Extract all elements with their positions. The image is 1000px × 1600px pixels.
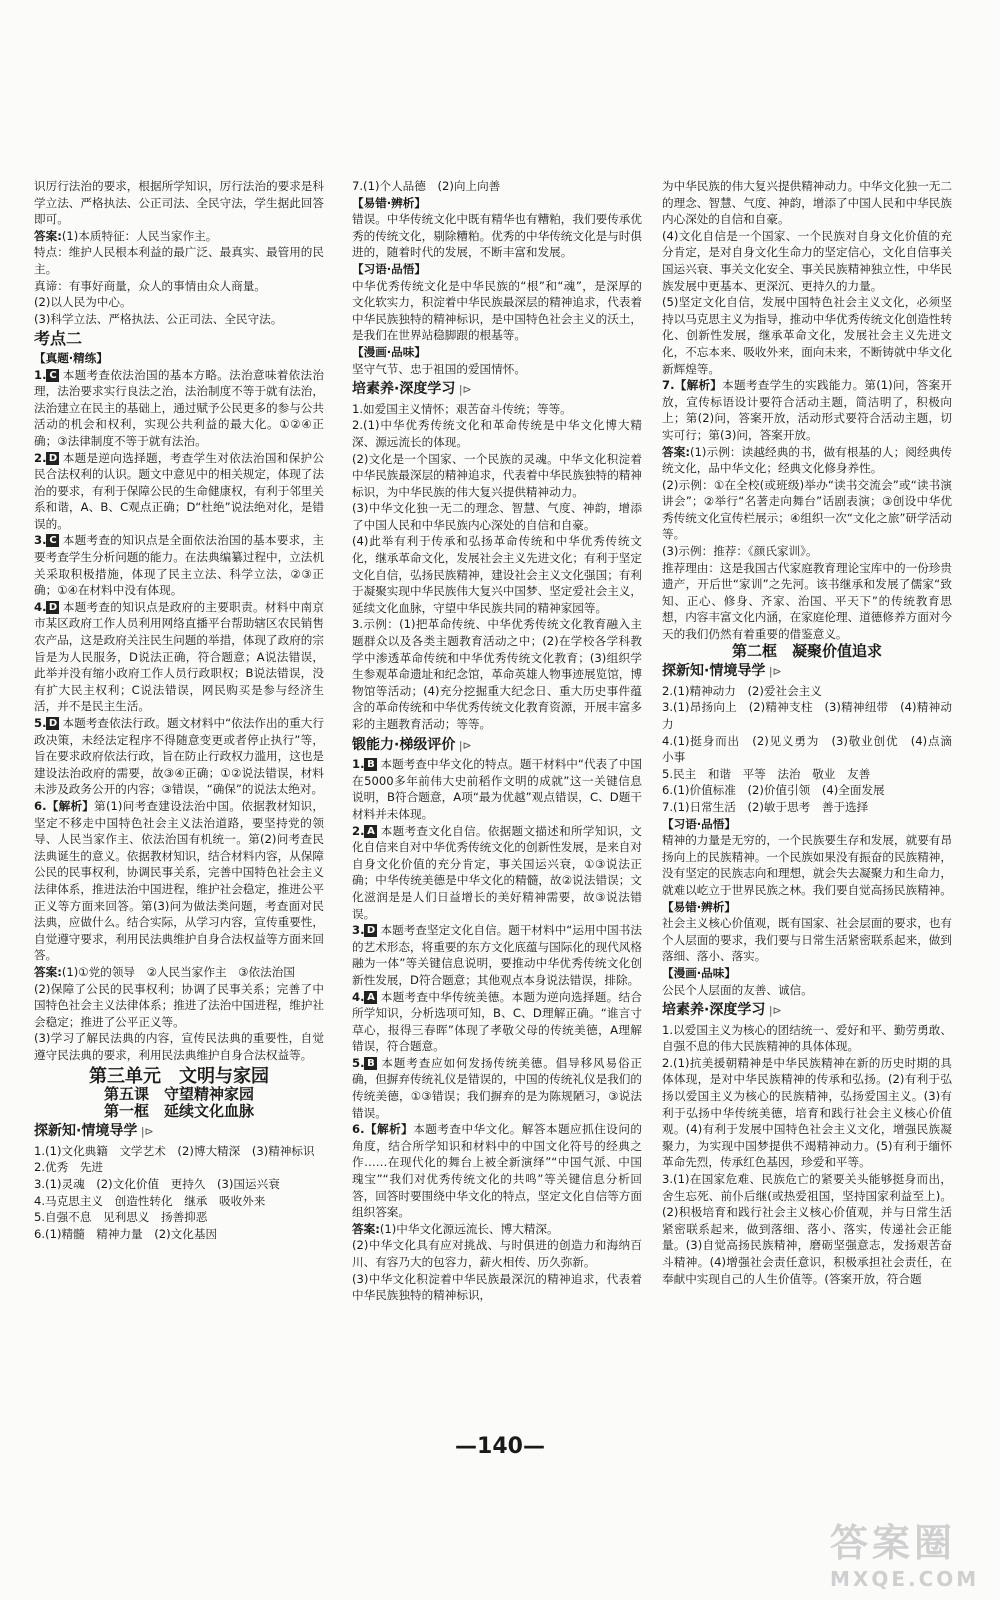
- question-number: 1.: [34, 367, 47, 382]
- label-tag: 【解析】: [46, 798, 95, 813]
- question-number: 5.: [352, 1055, 365, 1070]
- paragraph-text: 坚守气节、忠于祖国的爱国情怀。: [352, 361, 526, 376]
- text-paragraph: [352, 278, 642, 344]
- paragraph-text: 第(1)问考查建设法治中国。依据教材知识，坚定不移走中国特色社会主义法治道路，要坚持党的领导、人民当家作主、依法治国有机统一。第(2)问考查民法典诞生的意义。依据教材知识，结合材料内容，从保障公民的民事权利，协调民事关系，完善中国特色社会主义法律体系，推进法治中国进程，维护社会稳定，推进公平正义等方面来回答。第(3)问为做法类问题，考查面对民法典，应做什么。结合实际，从学习内容，宣传重要性，自觉遵守要求，利用民法典维护自身合法权益等方面来回答。: [34, 798, 324, 963]
- text-paragraph: [352, 211, 642, 261]
- paragraph-text: 本题考查的知识点是全面依法治国的基本要求，主要考查学生分析问题的能力。在法典编纂过程中，立法机关采取积极措施，体现了民主立法、科学立法，②③正确；①④在材料中没有体现。: [34, 533, 324, 598]
- text-paragraph: [34, 1159, 324, 1176]
- text-paragraph: [662, 699, 952, 732]
- paragraph-text: 特点：维护人民根本利益的最广泛、最真实、最管用的民主。: [34, 245, 324, 276]
- paragraph-text: 错误。中华传统文化中既有精华也有糟粕，我们要传承优秀的传统文化，剔除糟粕。优秀的中华传统文化是与时俱进的，随着时代的发展，不断丰富和发展。: [352, 212, 642, 260]
- paragraph-text: (3)中华文化独一无二的理念、智慧、气度、神韵，增添了中国人民和中华民族内心深处的自信和自豪。: [352, 501, 642, 532]
- text-paragraph: [34, 311, 324, 328]
- subsection-label: 探新知·情境导学: [34, 1123, 138, 1140]
- subsection-heading: [352, 381, 642, 399]
- paragraph-text: 社会主义核心价值观，既有国家、社会层面的要求，也有个人层面的要求，我们要与日常生活紧密联系起来，做到落细、落小、落实。: [662, 916, 952, 964]
- watermark-logo: [830, 1512, 980, 1591]
- label-tag: 【解析】: [674, 378, 723, 393]
- text-paragraph: [662, 1022, 952, 1055]
- paragraph-text: (2)示例：①在全校(或班级)举办“读书交流会”或“读书演讲会”；②举行“名著走向舞台”话剧表演；③创设中华优秀传统文化宣传栏展示；④组织一次“文化之旅”研学活动等。: [662, 477, 952, 542]
- label-tag: 【习语·品悟】: [662, 816, 736, 831]
- answer-badge: D: [46, 601, 59, 614]
- paragraph-text: 为中华民族的伟大复兴提供精神动力。中华文化独一无二的理念、智慧、气度、神韵，增添了中国人民和中华民族内心深处的自信和自豪。: [662, 179, 952, 227]
- paragraph-text: 推荐理由：这是我国古代家庭教育理论宝库中的一份珍贵遗产，开后世“家训”之先河。该书继承和发展了儒家“致知、正心、修身、齐家、治国、平天下”的传统教育思想，内容丰富文化内涵，在家庭伦理、道德修养方面对今天的我们仍然有着重要的借鉴意义。: [662, 560, 952, 642]
- text-paragraph: [352, 500, 642, 533]
- text-paragraph: [662, 733, 964, 766]
- paragraph-text: 3.(1)灵魂 (2)文化价值 更持久 (3)国运兴衰: [34, 1177, 280, 1192]
- text-paragraph: [352, 344, 642, 361]
- paragraph-text: 精神的力量是无穷的，一个民族要生存和发展，就要有昂扬向上的民族精神。一个民族如果没有振奋的民族精神，没有坚定的民族志向和理想，就会失去凝聚力和生命力，就难以屹立于世界民族之林。我们要自觉高扬民族精神。: [662, 833, 952, 897]
- text-paragraph: [352, 178, 642, 195]
- label-tag: 【解析】: [364, 1122, 414, 1137]
- text-paragraph: [34, 450, 324, 533]
- column-right: [662, 178, 964, 1287]
- paragraph-text: 1.如爱国主义情怀；艰苦奋斗传统；等等。: [352, 401, 572, 416]
- paragraph-text: 3.(1)昂扬向上 (2)精神支柱 (3)精神纽带 (4)精神动力: [662, 700, 952, 731]
- label-tag: 【习语·品悟】: [352, 261, 426, 276]
- question-number: 2.: [352, 823, 365, 838]
- watermark-url: MXQE.COM: [830, 1567, 980, 1591]
- text-paragraph: [662, 832, 952, 898]
- paragraph-text: 5.自强不息 见利思义 扬善抑恶: [34, 1210, 208, 1225]
- text-paragraph: [662, 915, 952, 965]
- text-paragraph: [352, 417, 642, 450]
- question-number: 2.: [34, 450, 47, 465]
- question-number: 5.: [34, 716, 47, 730]
- question-number: 3.: [352, 923, 365, 938]
- text-paragraph: [34, 350, 324, 367]
- paragraph-text: 5.民主 和谐 平等 法治 敬业 友善: [662, 766, 871, 781]
- subsection-heading: [662, 663, 952, 681]
- arrow-icon: |⊳: [765, 1004, 782, 1018]
- question-number: 6.: [34, 798, 47, 813]
- paragraph-text: 1.以爱国主义为核心的团结统一、爱好和平、勤劳勇敢、自强不息的伟大民族精神的具体体现。: [662, 1022, 952, 1054]
- text-paragraph: [662, 228, 952, 294]
- subsection-label: 锻能力·梯级评价: [352, 736, 456, 753]
- text-paragraph: [34, 367, 324, 450]
- paragraph-text: 3.(1)在国家危难、民族危亡的紧要关头能够挺身而出，舍生忘死、前仆后继(或热爱祖国，坚持国家利益至上)。(2)积极培育和践行社会主义核心价值观，并与日常生活紧密联系起来，做到落细、落小、落实，传递社会正能量。(3)自觉高扬民族精神，磨砺坚强意志，发扬艰苦奋斗精神。(4)增强社会责任意识，积极承担社会责任，在奉献中实现自己的人生价值等。(答案开放，符合题: [662, 1172, 952, 1286]
- arrow-icon: |⊳: [455, 383, 472, 397]
- paragraph-text: 6.(1)价值标准 (2)价值引领 (4)全面发展: [662, 783, 885, 798]
- paragraph-text: 真谛：有事好商量，众人的事情由众人商量。: [34, 278, 266, 293]
- column-middle: [352, 178, 642, 1304]
- text-paragraph: [662, 683, 952, 700]
- paragraph-text: 4.马克思主义 创造性转化 继承 吸收外来: [34, 1193, 266, 1208]
- paragraph-text: (3)示例：推荐：《颜氏家训》。: [662, 544, 818, 559]
- paragraph-text: (3)中华文化积淀着中华民族最深沉的精神追求，代表着中华民族独特的精神标识，: [352, 1271, 642, 1303]
- subsection-heading: [352, 737, 642, 755]
- question-number: 7.: [662, 378, 675, 393]
- column-left: [34, 178, 324, 1242]
- text-paragraph: [352, 1237, 642, 1270]
- watermark-text: 答案圈: [830, 1521, 957, 1565]
- text-paragraph: [662, 1055, 952, 1171]
- answer-badge: A: [364, 991, 377, 1004]
- paragraph-text: 7.(1)日常生活 (2)敏于思考 善于选择: [662, 799, 869, 814]
- answer-badge: A: [364, 825, 377, 838]
- text-paragraph: [34, 599, 324, 715]
- text-paragraph: [662, 543, 952, 560]
- text-paragraph: [352, 989, 642, 1055]
- text-paragraph: [352, 1121, 642, 1221]
- question-number: 4.: [34, 599, 47, 614]
- paragraph-text: 中华优秀传统文化是中华民族的“根”和“魂”，是深厚的文化软实力，积淀着中华民族最深层的精神追求，代表着中华民族独特的精神标识，是中国特色社会主义的沃土，是我们在世界站稳脚跟的根基等。: [352, 278, 642, 343]
- paragraph-text: (1)①党的领导 ②人民当家作主 ③依法治国: [61, 964, 295, 979]
- text-paragraph: [352, 401, 642, 418]
- paragraph-text: (3)学习了解民法典的内容，宣传民法典的重要性，自觉遵守民法典的要求，利用民法典维护自身合法权益等。: [34, 1031, 324, 1062]
- text-paragraph: [34, 244, 324, 277]
- text-paragraph: [352, 756, 642, 822]
- paragraph-text: (4)此举有利于传承和弘扬革命传统和中华优秀传统文化，继承革命文化，发展社会主义先进文化；有利于坚定文化自信，弘扬民族精神，建设社会主义文化强国；有利于凝聚实现中华民族伟大复兴中国梦、坚定爱社会主义，延续文化血脉，守望中华民族共同的精神家园等。: [352, 534, 642, 615]
- paragraph-text: 本题考查依法治国的基本方略。法治意味着依法治理，法治要求实行良法之治，法治制度不等于就有法治，法治建立在民主的基础上，通过赋予公民更多的参与公共活动的机会和权利，实现公共利益的最大化。①②④正确；③法律制度不等于就有法治。: [34, 367, 324, 448]
- answer-badge: C: [46, 369, 59, 382]
- label-tag: 答案:: [352, 1221, 380, 1236]
- text-paragraph: [34, 1193, 324, 1210]
- arrow-icon: |⊳: [765, 665, 782, 679]
- answer-badge: C: [46, 534, 59, 547]
- paragraph-text: 本题考查应如何发扬传统美德。倡导移风易俗正确，但摒弃传统礼仪是错误的，中国的传统礼仪是我们的传统美德，①③错误；我们摒弃的是为陈规陋习，③说法错误。: [352, 1055, 642, 1120]
- label-tag: 【漫画·品味】: [352, 344, 426, 359]
- label-tag: 答案:: [662, 444, 691, 459]
- paragraph-text: 本题考查学生的实践能力。第(1)问，答案开放，宣传标语设计要符合活动主题，简洁明了，积极向上；第(2)问，答案开放，活动形式要符合活动主题，切实可行；第(3)问，答案开放。: [662, 378, 952, 442]
- question-number: 6.: [352, 1122, 365, 1137]
- question-number: 3.: [34, 533, 47, 548]
- answer-badge: D: [46, 452, 59, 465]
- text-paragraph: [34, 1176, 324, 1193]
- text-paragraph: [352, 261, 642, 278]
- text-paragraph: [34, 798, 324, 964]
- paragraph-text: 3.示例：(1)把革命传统、中华优秀传统文化教育融入主题群众以及各类主题教育活动之中；(2)在学校各学科教学中渗透革命传统和中华优秀传统文化教育；(3)组织学生参观革命遗址和纪念馆，革命英雄人物事迹展览馆，博物馆等活动；(4)充分挖掘重大纪念日、重大历史事件蕴含的革命传统和中华优秀传统文化教育资源，开展丰富多彩的主题教育活动；等等。: [352, 617, 642, 731]
- text-paragraph: [662, 477, 952, 543]
- text-paragraph: [662, 294, 952, 377]
- text-paragraph: [34, 228, 324, 245]
- text-paragraph: [352, 616, 642, 732]
- answer-badge: D: [364, 924, 377, 937]
- label-tag: 【易错·辨析】: [352, 195, 426, 210]
- text-paragraph: [352, 1271, 642, 1304]
- paragraph-text: (1)示例：读越经典的书，做有根基的人；阅经典传统文化，品中华文化；经典文化修身养性。: [662, 444, 952, 476]
- text-paragraph: [352, 533, 642, 616]
- text-paragraph: [352, 1221, 642, 1238]
- text-paragraph: [662, 766, 952, 783]
- text-paragraph: [662, 560, 952, 643]
- text-paragraph: [662, 816, 952, 833]
- paragraph-text: 本题考查中华传统美德。本题为逆向选择题。结合所学知识，分析选项可知，B、C、D理解正确。“谁言寸草心，报得三春晖”体现了孝敬父母的传统美德，A理解错误，符合题意。: [352, 989, 642, 1054]
- text-paragraph: [34, 1143, 324, 1160]
- answer-badge: B: [364, 758, 377, 771]
- subsection-label: 探新知·情境导学: [662, 663, 766, 680]
- page-number: —140—: [455, 1434, 545, 1459]
- text-paragraph: [662, 444, 952, 477]
- text-paragraph: [34, 278, 324, 295]
- text-paragraph: [34, 715, 324, 798]
- text-paragraph: [352, 922, 642, 988]
- text-paragraph: [352, 451, 642, 501]
- paragraph-text: (4)文化自信是一个国家、一个民族对自身文化价值的充分肯定，是对自身文化生命力的坚定信心，文化自信事关国运兴衰、事关文化安全、事关民族精神独立性，中华民族发展中更基本、更深沉、更持久的力量。: [662, 228, 952, 293]
- paragraph-text: 本题考查坚定文化自信。题干材料中“运用中国书法的艺术形态，将重要的东方文化底蕴与国际化的现代风格融为一体”等关键信息说明，要推动中华优秀传统文化创新性发展，D符合题意；其他观点本身说法错误，排除。: [352, 923, 642, 987]
- paragraph-text: 本题是逆向选择题，考查学生对依法治国和保护公民合法权利的认识。题文中意见中的相关规定，体现了法治的要求，有利于保障公民的生命健康权，有利于邻里关系和谐，A、B、C观点正确；D“杜绝”说法绝对化，是错误的。: [34, 450, 324, 531]
- paragraph-text: 2.优秀 先进: [34, 1160, 104, 1175]
- question-number: 4.: [352, 989, 365, 1004]
- paragraph-text: 本题考查中华文化。解答本题应抓住设问的角度，结合所学知识和材料中的中国文化符号的经典之作……在现代化的舞台上被全新演绎”“中国气派、中国瑰宝”“我们对优秀传统文化的共鸣”等关键信息分析回答，回答时要围绕中华文化的特点，坚定文化自信等方面组织答案。: [352, 1122, 642, 1220]
- text-paragraph: [34, 1030, 324, 1063]
- text-paragraph: [352, 195, 642, 212]
- text-paragraph: [352, 1055, 642, 1121]
- paragraph-text: (5)坚定文化自信，发展中国特色社会主义文化，必须坚持以马克思主义为指导，推动中华优秀传统文化创造性转化、创新性发展，继承革命文化，发展社会主义先进文化，不忘本来、吸收外来，面向未来，不断铸就中华文化新辉煌等。: [662, 295, 952, 376]
- paragraph-text: 本题考查的知识点是政府的主要职责。材料中南京市某区政府工作人员利用网络直播平台帮助辖区农民销售农产品，这是政府关注民生问题的举措，体现了政府的宗旨是为人民服务，D说法正确，符合题意；A说法错误，此举并没有缩小政府工作人员行政职权；B说法错误，没有扩大民主权利；C说法错误，网民购买是参与经济生活，并不是民主生活。: [34, 599, 324, 714]
- lesson-heading: 第一框 延续文化血脉: [103, 1101, 254, 1120]
- paragraph-text: 公民个人层面的友善、诚信。: [662, 982, 813, 997]
- paragraph-text: 本题考查文化自信。依据题文描述和所学知识，文化自信来自对中华优秀传统文化的创新性发展，是来自对自身文化价值的充分肯定，事关国运兴衰，①③说法正确；中华传统美德是中华文化的精髓，故②说法错误；文化滋润是是人们日益增长的美好精神需要，故③说法错误。: [352, 823, 642, 921]
- text-paragraph: [662, 1171, 952, 1287]
- text-paragraph: [662, 799, 952, 816]
- label-tag: 答案:: [34, 228, 62, 243]
- paragraph-text: 6.(1)精髓 精神力量 (2)文化基因: [34, 1226, 218, 1241]
- paragraph-text: 本题考查中华文化的特点。题干材料中“代表了中国在5000多年前伟大史前稻作文明的成就”这一关键信息说明，B符合题意，A项“最为优越”观点错误，C、D题干材料并未体现。: [352, 757, 642, 821]
- paragraph-text: (1)中华文化源远流长、博大精深。: [379, 1221, 559, 1236]
- text-paragraph: [34, 532, 324, 598]
- arrow-icon: |⊳: [455, 738, 472, 752]
- label-tag: 【易错·辨析】: [662, 899, 736, 914]
- section-title: 考点二: [34, 329, 83, 349]
- text-paragraph: [352, 823, 642, 923]
- text-paragraph: [662, 178, 952, 228]
- text-paragraph: [34, 178, 324, 228]
- lesson-heading: 第二框 凝聚价值追求: [731, 641, 882, 660]
- text-paragraph: [34, 1209, 324, 1226]
- answer-badge: B: [364, 1057, 377, 1070]
- label-tag: 【真题·精练】: [34, 350, 108, 365]
- text-paragraph: [34, 1226, 324, 1243]
- text-paragraph: [34, 294, 324, 311]
- arrow-icon: |⊳: [137, 1125, 154, 1139]
- unit-heading: 第三单元 文明与家园: [89, 1066, 269, 1088]
- paragraph-text: 7.(1)个人品德 (2)向上向善: [352, 179, 501, 193]
- paragraph-text: (2)以人民为中心。: [34, 295, 132, 310]
- paragraph-text: (2)文化是一个国家、一个民族的灵魂。中华文化积淀着中华民族最深层的精神追求，代表着中华民族独特的精神标识，为中华民族的伟大复兴提供精神动力。: [352, 451, 642, 499]
- paragraph-text: 2.(1)中华优秀传统文化和革命传统是中华文化博大精深、源远流长的体现。: [352, 418, 642, 449]
- paragraph-text: (2)中华文化具有应对挑战、与时俱进的创造力和海纳百川、有容乃大的包容力，薪火相传、历久弥新。: [352, 1238, 642, 1269]
- label-tag: 答案:: [34, 964, 62, 979]
- paragraph-text: 4.(1)挺身而出 (2)见义勇为 (3)敬业创优 (4)点滴 小事: [662, 733, 964, 765]
- label-tag: 【漫画·品味】: [662, 965, 736, 980]
- text-paragraph: [662, 899, 952, 916]
- text-paragraph: [662, 982, 952, 999]
- text-paragraph: [662, 782, 952, 799]
- paragraph-text: 2.(1)抗美援朝精神是中华民族精神在新的历史时期的具体体现，是对中华民族精神的传承和弘扬。(2)有利于弘扬以爱国主义为核心的民族精神，弘扬爱国主义。(3)有利于弘扬中华传统美德，培育和践行社会主义核心价值观。(4)有利于发展中国特色社会主义文化，增强民族凝聚力，为实现中国梦提供不竭精神动力。(5)有利于缅怀革命先烈，传承红色基因，珍爱和平等。: [662, 1055, 952, 1170]
- text-paragraph: [34, 981, 324, 1031]
- text-paragraph: [352, 361, 642, 378]
- answer-badge: D: [46, 717, 59, 730]
- paragraph-text: (1)本质特征：人民当家作主。: [61, 228, 218, 243]
- paragraph-text: (2)保障了公民的民事权利；协调了民事关系；完善了中国特色社会主义法律体系；推进了法治中国进程，维护社会稳定；推进了公平正义等。: [34, 981, 324, 1029]
- paragraph-text: 1.(1)文化典籍 文学艺术 (2)博大精深 (3)精神标识: [34, 1143, 315, 1158]
- subsection-label: 培素养·深度学习: [352, 381, 456, 398]
- text-paragraph: [662, 965, 952, 982]
- subsection-label: 培素养·深度学习: [662, 1002, 766, 1019]
- question-number: 1.: [352, 757, 365, 772]
- lesson-heading: 第五课 守望精神家园: [103, 1085, 254, 1104]
- paragraph-text: 本题考查依法行政。题文材料中“依法作出的重大行政决策，未经法定程序不得随意变更或者停止执行”等，旨在要求政府依法行政，旨在防止行政权力滥用，这也是建设法治政府的需要，故③④正确；①②说法错误，材料未涉及政务公开的内容；③错误，“确保”的说法太绝对。: [34, 716, 324, 797]
- subsection-heading: [662, 1002, 952, 1020]
- paragraph-text: (3)科学立法、严格执法、公正司法、全民守法。: [34, 311, 283, 326]
- paragraph-text: 识厉行法治的要求，根据所学知识，厉行法治的要求是科学立法、严格执法、公正司法、全民守法，学生据此回答即可。: [34, 179, 324, 227]
- paragraph-text: 2.(1)精神动力 (2)爱社会主义: [662, 683, 822, 698]
- text-paragraph: [662, 377, 952, 443]
- text-paragraph: [34, 964, 324, 981]
- subsection-heading: [34, 1123, 324, 1141]
